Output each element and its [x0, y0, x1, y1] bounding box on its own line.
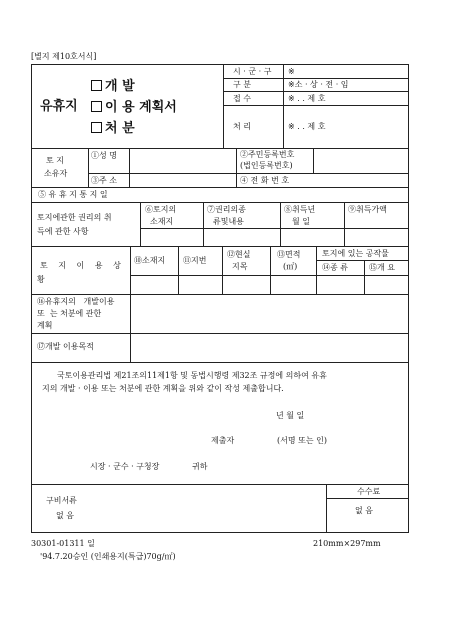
- title-option-dispose[interactable]: 처 분: [91, 122, 135, 135]
- plan-label-3: 계획: [37, 321, 53, 330]
- rights-col-type-2: 류및내용: [213, 217, 244, 226]
- proc-value-process[interactable]: ※ . . 제 호: [288, 122, 326, 131]
- fee-label: 수수료: [357, 487, 381, 496]
- form-number: [별지 제10호서식]: [31, 52, 97, 61]
- signature-field[interactable]: (서명 또는 인): [277, 436, 327, 445]
- owner-id-label: ②주민등록번호: [240, 150, 295, 159]
- usage-label-2: 황: [37, 275, 45, 284]
- proc-value-receipt[interactable]: ※ . . 제 호: [288, 94, 326, 103]
- attachments-value: 없 음: [56, 511, 74, 520]
- usage-col-area-1: ⑬면적: [277, 250, 301, 259]
- footer-code: 30301-01311 일: [31, 539, 95, 548]
- attachments-label: 구비서류: [46, 496, 77, 505]
- rights-col-location-2: 소재지: [150, 217, 174, 226]
- owner-name-label: ①성 명: [91, 151, 117, 160]
- proc-value-type[interactable]: ※소 · 상 · 전 · 임: [288, 80, 349, 89]
- statement-date[interactable]: 년 월 일: [276, 411, 305, 420]
- proc-label-receipt: 접 수: [233, 94, 251, 103]
- usage-col-landcat-2: 지목: [232, 262, 248, 271]
- fee-value: 없 음: [355, 506, 373, 515]
- idle-notice-label: ⑤ 유 휴 지 통 지 일: [38, 190, 108, 199]
- title-option-use[interactable]: 이 용 계획서: [91, 101, 177, 114]
- owner-label-1: 토 지: [46, 156, 64, 165]
- proc-label-process: 처 리: [233, 122, 251, 131]
- usage-col-lot: ⑪지번: [183, 256, 207, 265]
- owner-phone-label: ④ 전 화 번 호: [240, 176, 290, 185]
- rights-col-location-1: ⑥토지의: [145, 205, 177, 214]
- proc-value-district[interactable]: ※: [288, 67, 295, 76]
- rights-label-1: 토지에관한 권리의 취: [37, 213, 112, 222]
- title-option-develop[interactable]: 개 발: [91, 80, 135, 93]
- rights-col-date-1: ⑧취득년: [284, 205, 316, 214]
- submitter-label: 제출자: [211, 436, 235, 445]
- facility-header: 토지에 있는 공작물: [322, 249, 389, 258]
- usage-col-landcat-1: ⑫현실: [227, 250, 251, 259]
- plan-label-2: 또 는 처분에 관한: [37, 309, 102, 318]
- usage-label-1: 토 지 이 용 상: [40, 261, 125, 270]
- proc-label-type: 구 분: [233, 80, 251, 89]
- footer-size: 210mm×297mm: [313, 539, 381, 548]
- addressee-honorific: 귀하: [192, 462, 208, 471]
- statement-line-1: 국토이용관리법 제21조의11제1항 및 동법시행령 제32조 규정에 의하여 유휴: [57, 371, 327, 380]
- usage-col-area-2: (㎡): [283, 262, 298, 271]
- rights-col-date-2: 월 일: [292, 217, 310, 226]
- footer-approval: '94.7.20승인 (인쇄용지(특급)70g/㎡): [40, 552, 176, 561]
- addressee-label: 시장 · 군수 · 구청장: [90, 462, 160, 471]
- facility-col-kind: ⑭종 류: [322, 263, 348, 272]
- rights-col-price: ⑨취득가액: [348, 205, 387, 214]
- plan-label-1: ⑯유휴지의 개발이용: [37, 297, 115, 306]
- statement-line-2: 지의 개발 · 이용 또는 처분에 관한 계획을 위와 같이 작성 제출합니다.: [42, 384, 284, 393]
- facility-col-summary: ⑮개 요: [369, 263, 395, 272]
- rights-label-2: 득에 관한 사항: [37, 227, 89, 236]
- rights-col-type-1: ⑦권리의종: [207, 205, 246, 214]
- title-prefix: 유휴지: [40, 99, 78, 114]
- owner-address-label: ③주 소: [91, 176, 117, 185]
- purpose-label: ⑰개발 이용목적: [37, 342, 94, 351]
- owner-id-sublabel: (법인등록번호): [240, 161, 293, 170]
- owner-label-2: 소유자: [44, 169, 68, 178]
- usage-col-location: ⑩소재지: [134, 256, 166, 265]
- proc-label-district: 시 · 군 · 구: [233, 67, 272, 76]
